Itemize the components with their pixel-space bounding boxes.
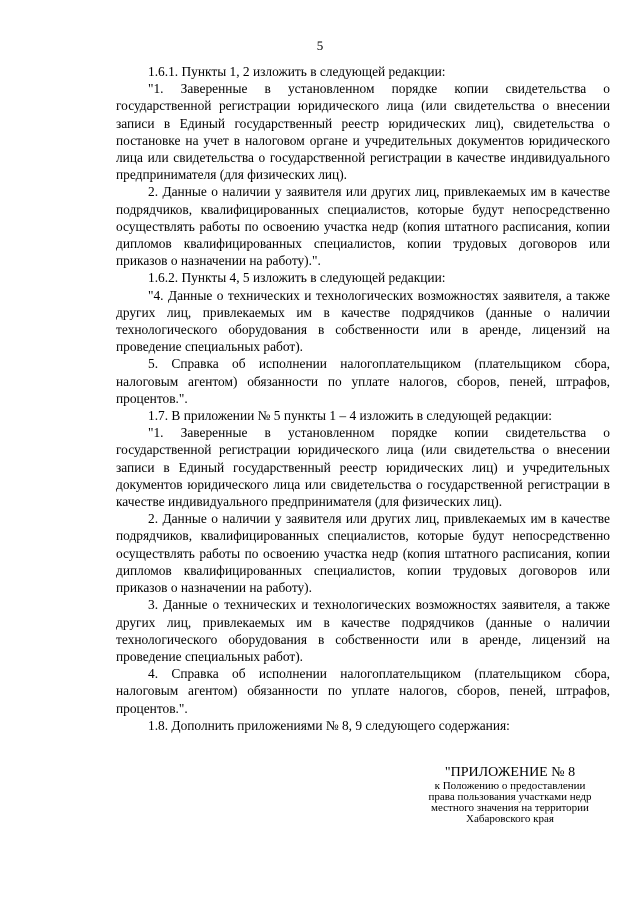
paragraph-item-4: "4. Данные о технических и технологических возможностях заявителя, а также других лиц, привлекаемых им в качестве подрядчиков (данные о наличии технологического оборудования в собственности или в аренде, лицензий на проведение специальных работ).	[116, 287, 610, 355]
paragraph-1-6-1-heading: 1.6.1. Пункты 1, 2 изложить в следующей редакции:	[148, 64, 446, 79]
appendix-subtitle-line: к Положению о предоставлении	[434, 780, 586, 792]
paragraph-item-1: "1. Заверенные в установленном порядке копии свидетельства о государственной регистрации юридического лица (или свидетельства о внесении записи в Единый государственный реестр юридических лиц), свидетельства о постановке на учет в налоговом органе и учредительных документов юридического лица или свидетельства о государственной регистрации в качестве индивидуального предпринимателя (для физических лиц).	[116, 81, 610, 183]
document-body	[116, 63, 610, 734]
paragraph-item-2: 2. Данные о наличии у заявителя или других лиц, привлекаемых им в качестве подрядчиков, квалифицированных специалистов, которые будут непосредственно осуществлять работы по освоению участка недр (копия штатного расписания, копии дипломов квалифицированных специалистов, копии трудовых договоров или приказов о назначении на работу).".	[116, 184, 610, 269]
paragraph-app5-item-4: 4. Справка об исполнении налогоплательщиком (плательщиком сбора, налоговым агентом) обязанности по уплате налогов, сборов, пеней, штрафов, процентов.".	[116, 666, 610, 716]
paragraph-item-5: 5. Справка об исполнении налогоплательщиком (плательщиком сбора, налоговым агентом) обязанности по уплате налогов, сборов, пеней, штрафов, процентов.".	[116, 356, 610, 406]
appendix-subtitle-line: местного значения на территории	[431, 802, 589, 814]
appendix-subtitle-line: Хабаровского края	[466, 813, 554, 825]
paragraph-1-7-heading: 1.7. В приложении № 5 пункты 1 – 4 изложить в следующей редакции:	[148, 408, 553, 424]
page-number: 5	[316, 38, 324, 53]
appendix-header	[415, 765, 605, 825]
appendix-subtitle-line: права пользования участками недр	[428, 791, 592, 803]
paragraph-app5-item-3: 3. Данные о технических и технологических возможностях заявителя, а также других лиц, привлекаемых им в качестве подрядчиков (данные о наличии технологического оборудования в собственности или в аренде, лицензий на проведение специальных работ).	[116, 597, 610, 664]
paragraph-app5-item-2: 2. Данные о наличии у заявителя или других лиц, привлекаемых им в качестве подрядчиков, квалифицированных специалистов, которые будут непосредственно осуществлять работы по освоению участка недр (копия штатного расписания, копии дипломов квалифицированных специалистов, копии трудовых договоров или приказов о назначении на работу).	[116, 511, 610, 596]
paragraph-1-8-heading: 1.8. Дополнить приложениями № 8, 9 следующего содержания:	[148, 717, 510, 733]
paragraph-1-6-2-heading: 1.6.2. Пункты 4, 5 изложить в следующей редакции:	[148, 270, 446, 286]
paragraph-app5-item-1: "1. Заверенные в установленном порядке копии свидетельства о государственной регистрации юридического лица (или свидетельства о внесении записи в Единый государственный реестр юридических лиц) и учредительных документов юридического лица или свидетельства о государственной регистрации в качестве индивидуального предпринимателя (для физических лиц).	[116, 425, 610, 510]
appendix-title: "ПРИЛОЖЕНИЕ № 8	[444, 765, 576, 780]
